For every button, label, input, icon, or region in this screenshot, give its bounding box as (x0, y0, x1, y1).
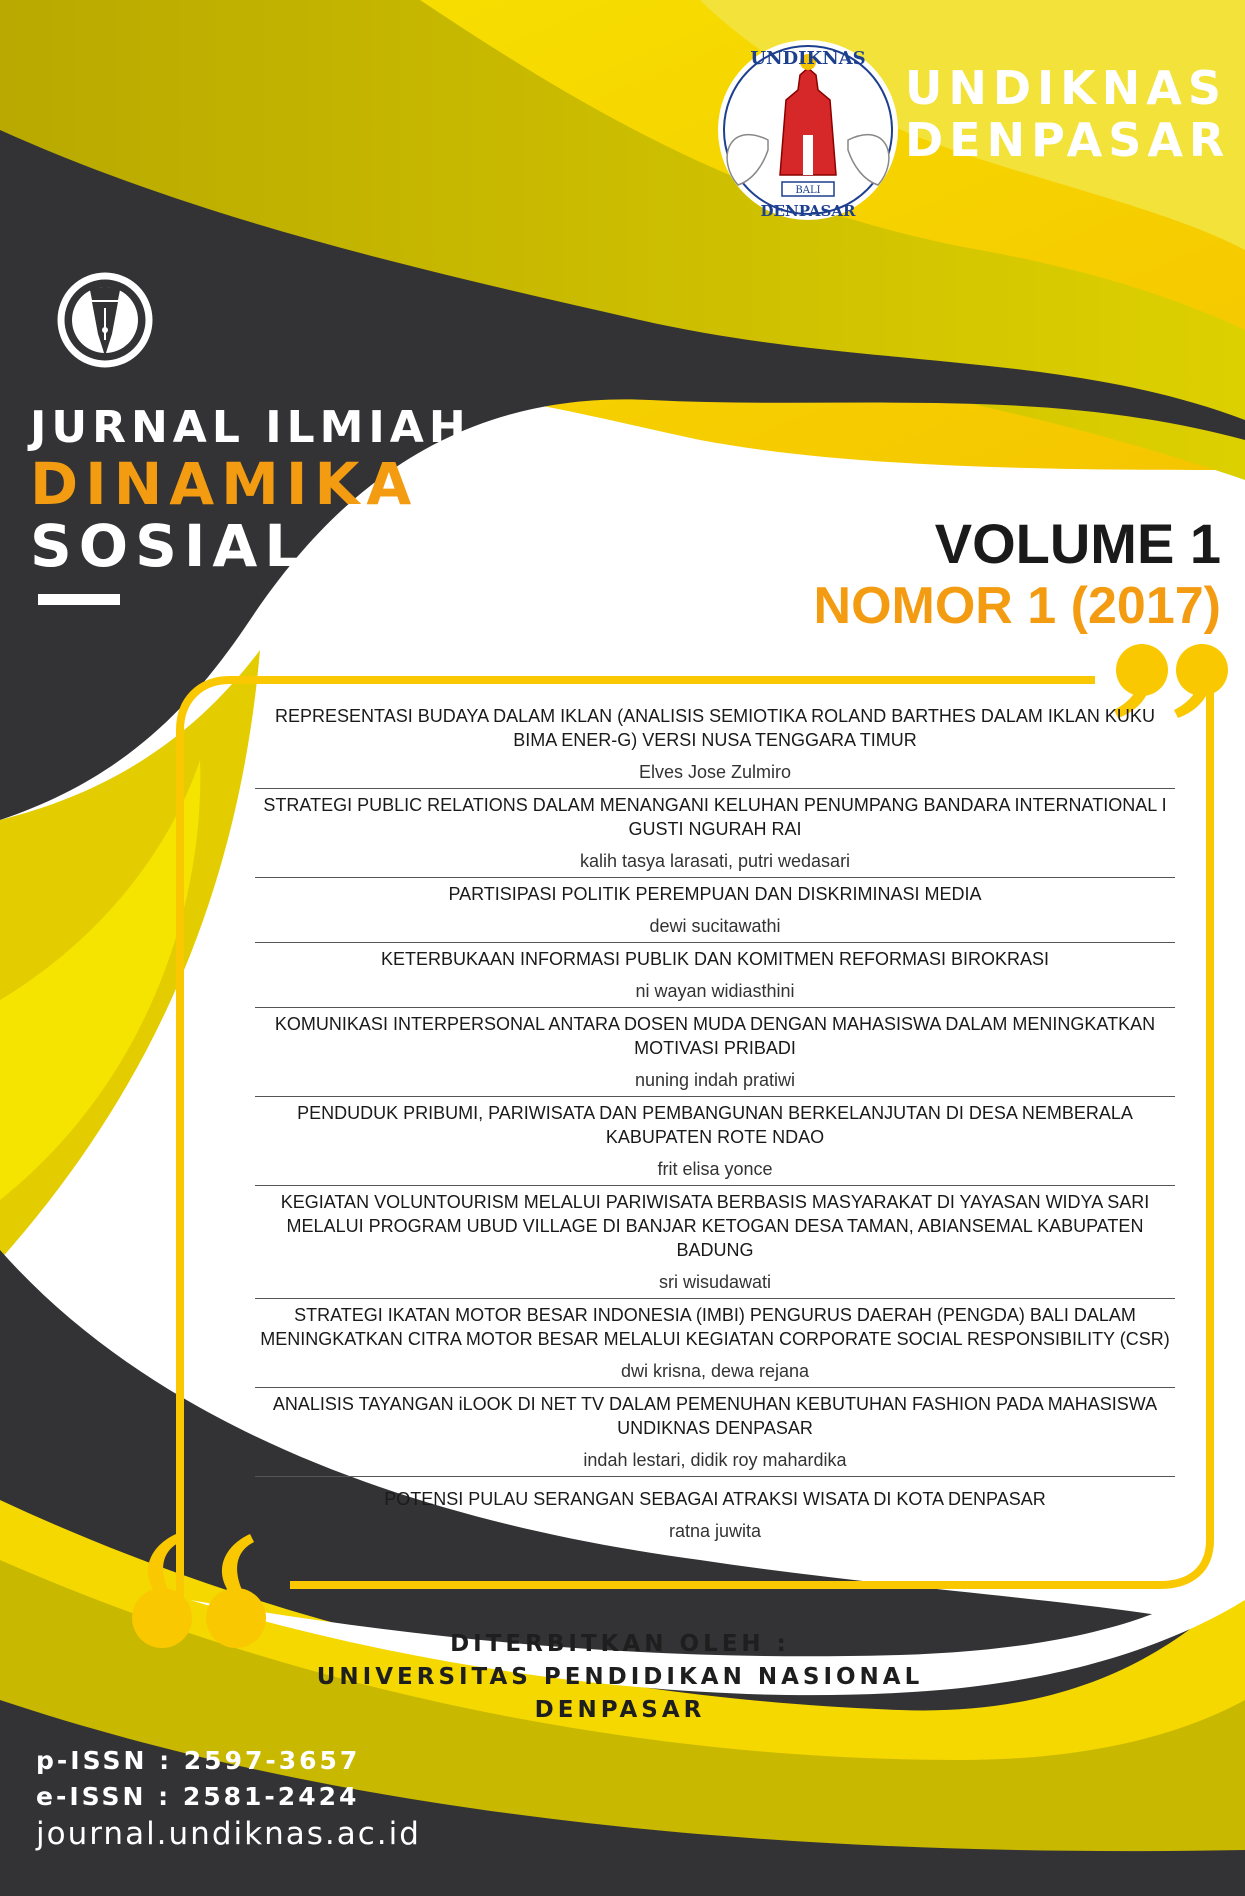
issue-info (814, 512, 1221, 636)
volume-label: VOLUME 1 (934, 512, 1221, 575)
article-entry (255, 1477, 1175, 1547)
article-author: frit elisa yonce (657, 1159, 773, 1179)
table-of-contents (255, 700, 1175, 1547)
article-title: REPRESENTASI BUDAYA DALAM IKLAN (ANALISIS SEMIOTIKA ROLAND BARTHES DALAM IKLAN KUKU BIMA ENER-G) VERSI NUSA TENGGARA TIMUR (275, 706, 1155, 750)
journal-website: journal.undiknas.ac.id (36, 1816, 421, 1852)
article-title: KOMUNIKASI INTERPERSONAL ANTARA DOSEN MUDA DENGAN MAHASISWA DALAM MENINGKATKAN MOTIVASI PRIBADI (274, 1014, 1156, 1058)
article-author: indah lestari, didik roy mahardika (583, 1450, 847, 1470)
article-title: KEGIATAN VOLUNTOURISM MELALUI PARIWISATA BERBASIS MASYARAKAT DI YAYASAN WIDYA SARI MELALUI PROGRAM UBUD VILLAGE DI BANJAR KETOGAN DESA TAMAN, ABIANSEMAL KABUPATEN BADUNG (280, 1192, 1150, 1260)
article-author: Elves Jose Zulmiro (638, 762, 792, 782)
article-author: sri wisudawati (658, 1272, 772, 1292)
article-title: ANALISIS TAYANGAN iLOOK DI NET TV DALAM PEMENUHAN KEBUTUHAN FASHION PADA MAHASISWA UNDIKNAS DENPASAR (272, 1394, 1158, 1438)
article-entry (255, 1388, 1175, 1477)
article-title: PARTISIPASI POLITIK PEREMPUAN DAN DISKRIMINASI MEDIA (448, 884, 982, 904)
svg-text:DENPASAR: DENPASAR (760, 202, 856, 220)
e-issn: e-ISSN : 2581-2424 (36, 1782, 360, 1811)
article-entry (255, 1299, 1175, 1388)
article-title: POTENSI PULAU SERANGAN SEBAGAI ATRAKSI WISATA DI KOTA DENPASAR (384, 1489, 1046, 1509)
university-name-line1: UNDIKNAS (905, 61, 1228, 115)
article-author: ni wayan widiasthini (635, 981, 795, 1001)
undiknas-seal (718, 40, 898, 220)
university-name-line2: DENPASAR (905, 113, 1231, 167)
article-author: nuning indah pratiwi (634, 1070, 796, 1090)
article-entry (255, 943, 1175, 1008)
fountain-pen-nib-icon (55, 268, 155, 378)
publisher-city: DENPASAR (534, 1697, 706, 1723)
article-title: PENDUDUK PRIBUMI, PARIWISATA DAN PEMBANGUNAN BERKELANJUTAN DI DESA NEMBERALA KABUPATEN ROTE NDAO (297, 1103, 1133, 1147)
journal-title-line3: SOSIAL (30, 512, 309, 580)
article-author: dwi krisna, dewa rejana (620, 1361, 810, 1381)
journal-title-line2: DINAMIKA (30, 450, 419, 518)
publisher-name: UNIVERSITAS PENDIDIKAN NASIONAL (316, 1664, 924, 1690)
article-author: ratna juwita (668, 1521, 762, 1541)
journal-title-line1: JURNAL ILMIAH (30, 402, 471, 453)
article-title: STRATEGI PUBLIC RELATIONS DALAM MENANGANI KELUHAN PENUMPANG BANDARA INTERNATIONAL I GUSTI NGURAH RAI (263, 795, 1167, 839)
article-title: STRATEGI IKATAN MOTOR BESAR INDONESIA (IMBI) PENGURUS DAERAH (PENGDA) BALI DALAM MENINGKATKAN CITRA MOTOR BESAR MELALUI KEGIATAN CORPORATE SOCIAL RESPONSIBILITY (CSR) (260, 1305, 1170, 1349)
svg-text:BALI: BALI (795, 185, 821, 196)
svg-text:UNDIKNAS: UNDIKNAS (750, 48, 866, 69)
article-entry (255, 700, 1175, 789)
article-entry (255, 878, 1175, 943)
publisher-label: DITERBITKAN OLEH : (450, 1631, 790, 1657)
article-title: KETERBUKAAN INFORMASI PUBLIK DAN KOMITMEN REFORMASI BIROKRASI (380, 949, 1050, 969)
article-entry (255, 789, 1175, 878)
issue-number-label: NOMOR 1 (2017) (813, 577, 1221, 635)
university-wordmark (905, 62, 1230, 166)
article-author: kalih tasya larasati, putri wedasari (579, 851, 851, 871)
article-author: dewi sucitawathi (649, 916, 781, 936)
publisher-block (300, 1628, 940, 1727)
article-entry (255, 1008, 1175, 1097)
article-entry (255, 1097, 1175, 1186)
title-underline-bar (38, 594, 120, 605)
article-entry (255, 1186, 1175, 1299)
p-issn: p-ISSN : 2597-3657 (36, 1746, 361, 1775)
